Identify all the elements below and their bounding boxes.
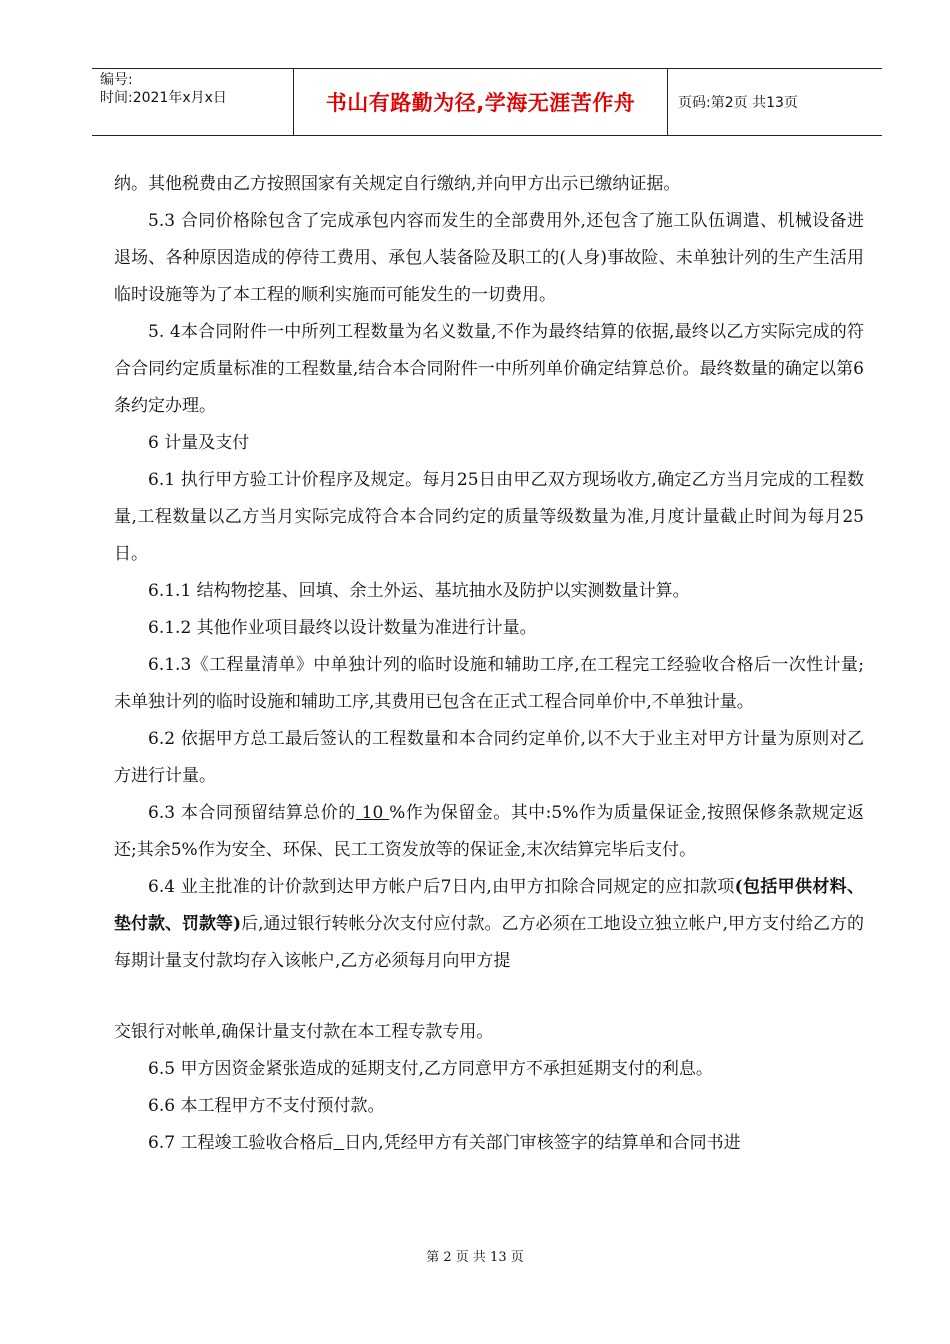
document-time-label: 时间:2021年x月x日	[100, 90, 227, 106]
paragraph	[114, 869, 864, 980]
paragraph: 5.3 合同价格除包含了完成承包内容而发生的全部费用外,还包含了施工队伍调遣、机械设备进退场、各种原因造成的停待工费用、承包人装备险及职工的(人身)事故险、未单独计列的生产生活用临时设施等为了本工程的顺利实施而可能发生的一切费用。	[114, 211, 864, 305]
header-motto: 书山有路勤为径,学海无涯苦作舟	[294, 69, 668, 135]
paragraph-text: 6.4 业主批准的计价款到达甲方帐户后7日内,由甲方扣除合同规定的应扣款项	[148, 877, 735, 897]
paragraph: 5. 4本合同附件一中所列工程数量为名义数量,不作为最终结算的依据,最终以乙方实际完成的符合合同约定质量标准的工程数量,结合本合同附件一中所列单价确定结算总价。最终数量的确定以第6条约定办理。	[114, 322, 864, 416]
header-page-number: 页码:第2页 共13页	[678, 95, 798, 111]
paragraph: 6.1.3《工程量清单》中单独计列的临时设施和辅助工序,在工程完工经验收合格后一次性计量;未单独计列的临时设施和辅助工序,其费用已包含在正式工程合同单价中,不单独计量。	[114, 655, 864, 712]
retention-percent: 10	[355, 803, 390, 823]
bold-text: (包括甲供材料、垫付款、罚款等)	[114, 877, 864, 934]
paragraph: 6.1.2 其他作业项目最终以设计数量为准进行计量。	[148, 618, 537, 638]
paragraph-text: 6.3 本合同预留结算总价的	[148, 803, 356, 823]
page-header	[92, 68, 882, 136]
page-footer: 第 2 页 共 13 页	[426, 1250, 524, 1265]
paragraph	[114, 1125, 864, 1162]
blank-field	[333, 1133, 344, 1153]
paragraph: 6.1.1 结构物挖基、回填、余土外运、基坑抽水及防护以实测数量计算。	[148, 581, 690, 601]
paragraph: 6.6 本工程甲方不支付预付款。	[148, 1096, 385, 1116]
section-heading: 6 计量及支付	[148, 433, 250, 453]
paragraph: 6.5 甲方因资金紧张造成的延期支付,乙方同意甲方不承担延期支付的利息。	[148, 1059, 713, 1079]
document-body	[114, 166, 864, 1162]
paragraph: 6.2 依据甲方总工最后签认的工程数量和本合同约定单价,以不大于业主对甲方计量为原则对乙方进行计量。	[114, 729, 864, 786]
paragraph-text: 日内,凭经甲方有关部门审核签字的结算单和合同书进	[344, 1133, 741, 1153]
paragraph-text: 后,通过银行转帐分次支付应付款。乙方必须在工地设立独立帐户,甲方支付给乙方的每期计量支付款均存入该帐户,乙方必须每月向甲方提	[114, 914, 865, 971]
paragraph: 交银行对帐单,确保计量支付款在本工程专款专用。	[114, 1022, 494, 1042]
document-code-label: 编号:	[100, 72, 133, 88]
header-meta	[92, 69, 294, 135]
paragraph: 纳。其他税费由乙方按照国家有关规定自行缴纳,并向甲方出示已缴纳证据。	[114, 174, 681, 194]
paragraph	[114, 795, 864, 869]
paragraph-text: 6.7 工程竣工验收合格后	[148, 1133, 334, 1153]
paragraph: 6.1 执行甲方验工计价程序及规定。每月25日由甲乙双方现场收方,确定乙方当月完成的工程数量,工程数量以乙方当月实际完成符合本合同约定的质量等级数量为准,月度计量截止时间为每月25日。	[114, 470, 864, 564]
paragraph-text: %作为保留金。其中:5%作为质量保证金,按照保修条款规定返还;其余5%作为安全、环保、民工工资发放等的保证金,末次结算完毕后支付。	[114, 803, 864, 860]
